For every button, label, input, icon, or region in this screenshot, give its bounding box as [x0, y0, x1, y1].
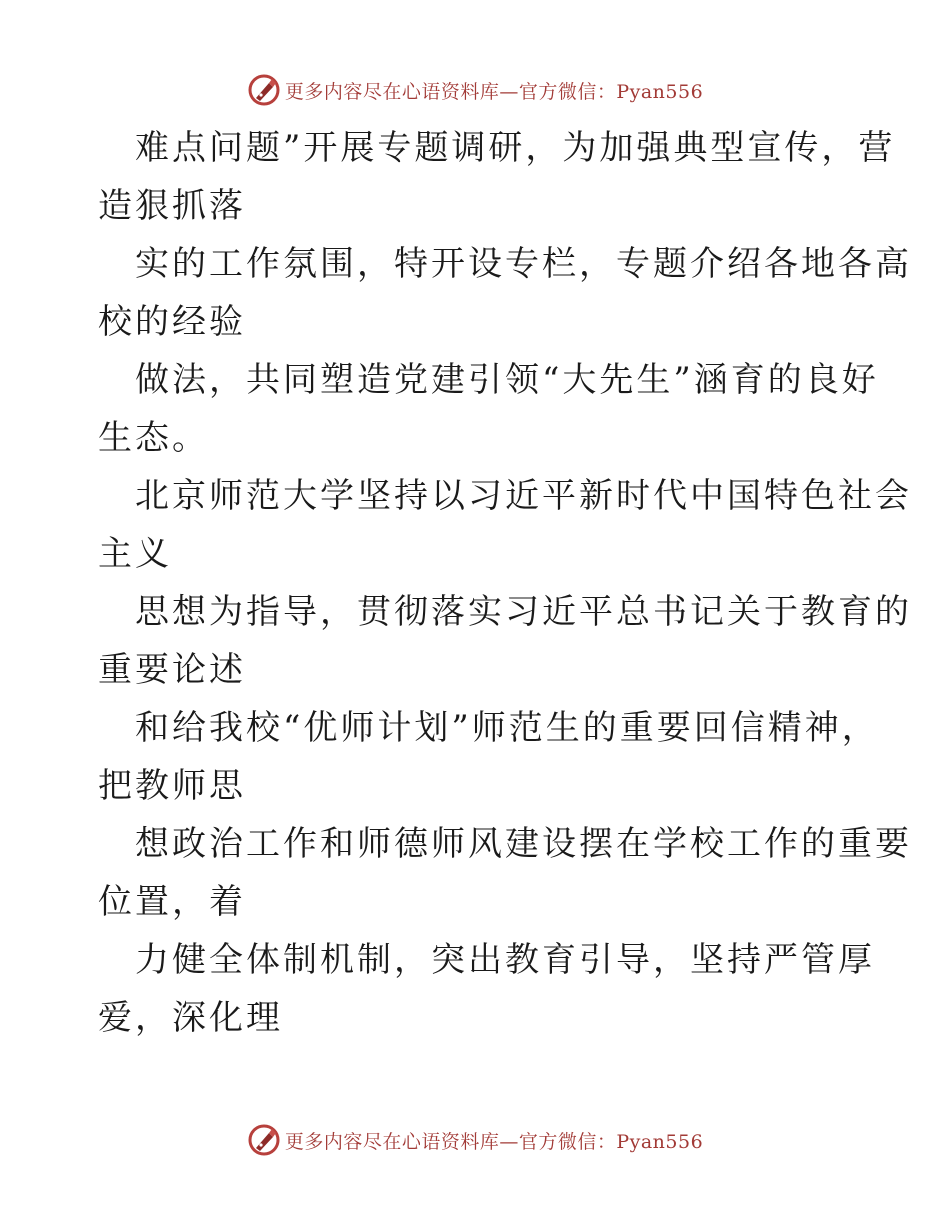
paragraph — [98, 235, 912, 351]
pen-nib-logo-icon — [247, 1123, 281, 1157]
paragraph — [98, 467, 912, 583]
paragraph-line: 把教师思 — [98, 766, 246, 806]
paragraph-line: 位置，着 — [98, 882, 246, 922]
document-body — [98, 119, 912, 1047]
paragraph-line: 重要论述 — [98, 650, 246, 690]
paragraph-line: 北京师范大学坚持以习近平新时代中国特色社会 — [135, 476, 912, 516]
paragraph — [98, 351, 879, 467]
header-banner — [0, 70, 950, 110]
header-banner-text: 更多内容尽在心语资料库—官方微信：Pyan556 — [284, 80, 704, 103]
footer-banner-text: 更多内容尽在心语资料库—官方微信：Pyan556 — [284, 1130, 704, 1153]
paragraph — [98, 815, 912, 931]
paragraph-line: 思想为指导，贯彻落实习近平总书记关于教育的 — [135, 592, 912, 632]
paragraph-line: 难点问题”开展专题调研，为加强典型宣传，营 — [135, 128, 896, 168]
paragraph-line: 力健全体制机制，突出教育引导，坚持严管厚 — [135, 940, 875, 980]
paragraph — [98, 583, 912, 699]
paragraph-line: 想政治工作和师德师风建设摆在学校工作的重要 — [135, 824, 912, 864]
paragraph — [98, 699, 879, 815]
paragraph-line: 生态。 — [98, 418, 209, 458]
paragraph-line: 造狠抓落 — [98, 186, 246, 226]
pen-nib-logo-icon — [247, 73, 281, 107]
paragraph-line: 和给我校“优师计划”师范生的重要回信精神， — [135, 708, 879, 748]
paragraph — [98, 119, 896, 235]
paragraph — [98, 931, 875, 1047]
footer-banner — [0, 1120, 950, 1160]
paragraph-line: 做法，共同塑造党建引领“大先生”涵育的良好 — [135, 360, 879, 400]
paragraph-line: 爱，深化理 — [98, 998, 283, 1038]
paragraph-line: 校的经验 — [98, 302, 246, 342]
paragraph-line: 主义 — [98, 534, 172, 574]
paragraph-line: 实的工作氛围，特开设专栏，专题介绍各地各高 — [135, 244, 912, 284]
